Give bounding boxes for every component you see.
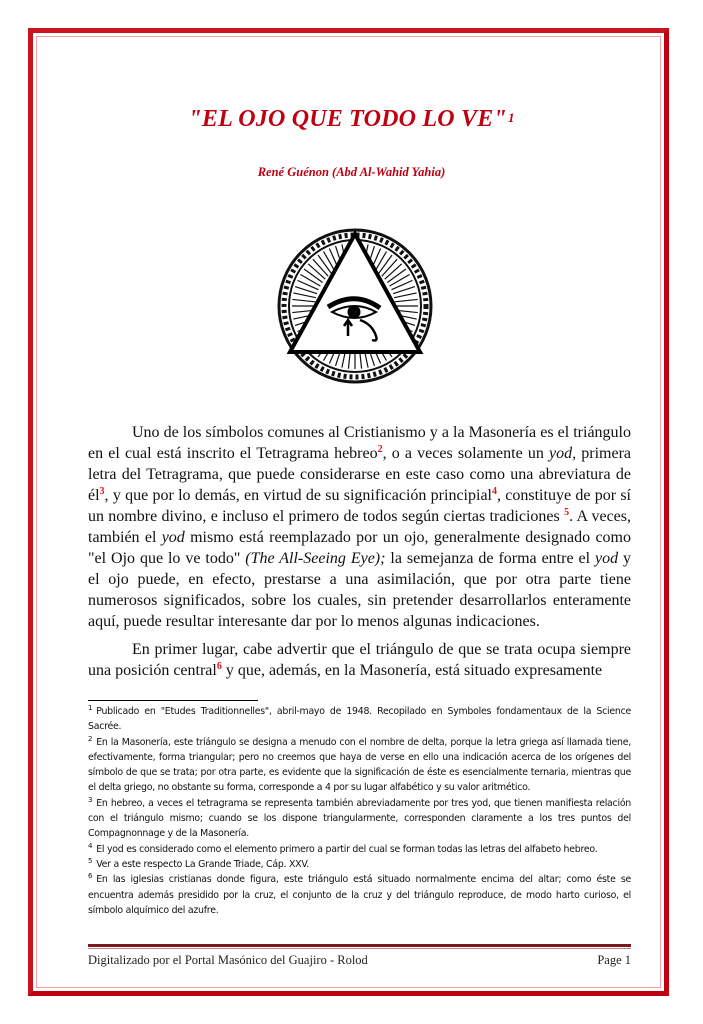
text-run: primera letra del Tetragrama, que puede considerarse en este caso como una abreviatura de él	[88, 445, 632, 504]
document-author: René Guénon (Abd Al-Wahid Yahia)	[257, 165, 446, 179]
title-text: "EL OJO QUE TODO LO VE"	[188, 106, 507, 132]
footnote-text: Publicado en "Etudes Traditionnelles", abril-mayo de 1948. Recopilado en Symboles fondamentaux de la Science Sacrée.	[88, 706, 631, 733]
paragraph-1	[88, 422, 631, 632]
footnote-number: 4	[88, 841, 93, 850]
footnote-2	[88, 735, 631, 796]
footnote-number: 6	[88, 872, 93, 881]
all-seeing-eye-emblem	[276, 212, 434, 400]
text-run: , y que por lo demás, en virtud de su significación principial	[104, 487, 492, 504]
footnote-ref-4[interactable]: 4	[492, 486, 497, 497]
title-footnote-ref[interactable]: 1	[507, 110, 515, 125]
emblem-ray	[385, 264, 402, 279]
italic-run: yod	[594, 550, 619, 567]
footnote-text: Ver a este respecto La Grande Triade, Cáp. XXV.	[96, 858, 310, 870]
footnote-separator	[88, 700, 258, 701]
footnote-text: En hebreo, a veces el tetragrama se representa también abreviadamente por tres yod, que tienen manifiesta relación con el triángulo mismo; cuando se los dispone triangularmente, corresponden claramente a los tres puntos del Compagnonnage y de la Masonería.	[88, 797, 631, 840]
italic-run: yod,	[549, 445, 577, 462]
footnote-text: El yod es considerado como el elemento primero a partir del cual se forman todas las letras del alfabeto hebreo.	[96, 843, 598, 855]
footer-credit: Digitalizado por el Portal Masónico del Guajiro - Rolod	[88, 953, 368, 967]
footnote-6	[88, 872, 631, 918]
footnote-5	[88, 857, 631, 872]
text-run: . A veces, también el	[88, 508, 632, 546]
text-run: Uno de los símbolos comunes al Cristianismo y a la Masonería es el triángulo en el cual está inscrito el Tetragrama hebreo	[88, 424, 631, 462]
body-text	[88, 422, 631, 688]
footnote-text: En las iglesias cristianas donde figura, este triángulo está situado normalmente encima del altar; como éste se encuentra además presidido por la cruz, el conjunto de la cruz y del triángulo reproduce, de modo harto curioso, el símbolo alquímico del azufre.	[88, 874, 631, 916]
page-number: Page 1	[597, 953, 631, 967]
footnotes	[88, 704, 631, 918]
footnote-number: 5	[88, 856, 93, 865]
text-run: y el ojo puede, en efecto, prestarse a una asimilación, que por otra parte tiene numerosos significados, sobre los cuales, sin pretender desarrollarlos enteramente aquí, puede resultar interesante dar por lo menos algunas indicaciones.	[88, 550, 632, 630]
emblem-ray	[390, 275, 410, 287]
emblem-ray	[394, 293, 416, 298]
footnote-number: 1	[88, 704, 93, 712]
italic-run: yod	[161, 529, 185, 546]
emblem-ray	[375, 251, 387, 271]
footnote-ref-5[interactable]: 5	[564, 507, 570, 518]
emblem-ray	[308, 264, 325, 279]
document-title	[0, 106, 703, 133]
footnote-number: 3	[88, 795, 93, 804]
emblem-ray	[318, 255, 332, 274]
emblem-ray	[387, 269, 406, 283]
text-run: y que, además, en la Masonería, está situado expresamente	[221, 662, 603, 679]
footer-rule	[88, 944, 631, 947]
footnote-1	[88, 704, 631, 735]
text-run: , constituye de por sí un nombre divino, e incluso el primero de todos según ciertas tradiciones	[88, 487, 631, 525]
footnote-3	[88, 796, 631, 842]
emblem-ray	[379, 255, 393, 274]
emblem-ray	[382, 259, 397, 276]
paragraph-2	[88, 639, 631, 681]
footnote-ref-2[interactable]: 2	[377, 444, 383, 455]
text-run: mismo está reemplazado por un ojo, generalmente designado como "el Ojo que lo ve todo"	[88, 529, 631, 567]
footnote-number: 2	[88, 734, 93, 743]
emblem-ray	[324, 251, 336, 271]
text-run: En primer lugar, cabe advertir que el triángulo de que se trata ocupa siempre una posición central	[88, 641, 631, 679]
footnote-ref-3[interactable]: 3	[99, 486, 105, 497]
emblem-ray	[395, 299, 418, 301]
text-run: , o a veces solamente un	[382, 445, 549, 462]
footnote-4	[88, 842, 631, 857]
text-run: la semejanza de forma entre el	[385, 550, 595, 567]
emblem-ray	[293, 293, 315, 298]
footnote-text: En la Masonería, este triángulo se designa a menudo con el nombre de delta, porque la letra griega así llamada tiene, efectivamente, forma triangular; pero no creemos que haya de verse en ello una indicación acerca de los orígenes del símbolo de que se trata; por otra parte, es evidente que la significación de éste es esencialmente ternaria, mientras que el delta griego, no obstante su forma, corresponde a 4 por su lugar alfabético y su valor aritmético.	[88, 736, 631, 794]
italic-run: (The All-Seeing Eye);	[245, 550, 386, 567]
emblem-ray	[292, 299, 315, 301]
emblem-ray	[304, 269, 323, 283]
footer-rule-thin	[88, 948, 631, 949]
emblem-ray	[313, 259, 328, 276]
emblem-ray	[300, 275, 320, 287]
footnote-ref-6[interactable]: 6	[216, 661, 222, 672]
